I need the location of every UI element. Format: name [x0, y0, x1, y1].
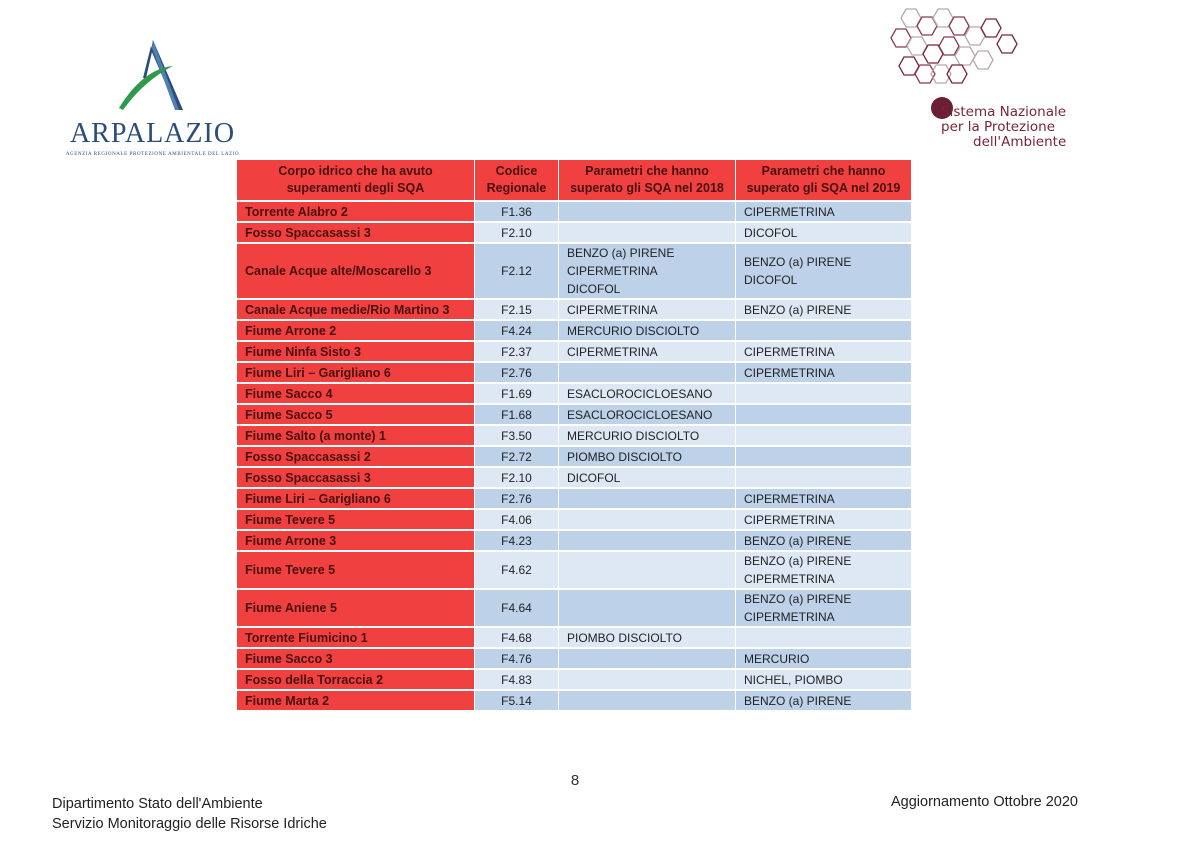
- parametro-item: CIPERMETRINA: [567, 344, 658, 359]
- header-corpo-idrico: Corpo idrico che ha avuto superamenti degli SQA: [237, 160, 475, 200]
- table-row: [237, 363, 912, 382]
- cell-codice: F2.76: [475, 489, 559, 508]
- cell-corpo-idrico: Fiume Aniene 5: [237, 590, 475, 626]
- cell-codice: F1.69: [475, 384, 559, 403]
- cell-corpo-idrico: Canale Acque alte/Moscarello 3: [237, 244, 475, 298]
- cell-codice: F2.12: [475, 244, 559, 298]
- snpa-line-3: dell'Ambiente: [973, 134, 1067, 150]
- cell-corpo-idrico: Canale Acque medie/Rio Martino 3: [237, 300, 475, 319]
- cell-corpo-idrico: Fiume Sacco 5: [237, 405, 475, 424]
- parametro-item: ESACLOROCICLOESANO: [567, 386, 713, 401]
- table-row: [237, 342, 912, 361]
- cell-parametri-2019: [736, 552, 912, 588]
- cell-parametri-2019: [736, 363, 912, 382]
- footer-line-2: Servizio Monitoraggio delle Risorse Idriche: [52, 816, 327, 832]
- cell-corpo-idrico: Fosso Spaccasassi 2: [237, 447, 475, 466]
- cell-parametri-2018: [559, 691, 736, 710]
- table-row: [237, 405, 912, 424]
- arpalazio-logo: [60, 38, 245, 163]
- cell-parametri-2018: [559, 223, 736, 242]
- parametro-item: BENZO (a) PIRENE: [744, 592, 852, 606]
- cell-codice: F1.68: [475, 405, 559, 424]
- table-row: [237, 300, 912, 319]
- parametro-item: BENZO (a) PIRENE: [744, 533, 852, 548]
- table-row: [237, 447, 912, 466]
- cell-corpo-idrico: Fiume Sacco 3: [237, 649, 475, 668]
- cell-codice: F2.76: [475, 363, 559, 382]
- cell-codice: F4.83: [475, 670, 559, 689]
- cell-corpo-idrico: Fosso della Torraccia 2: [237, 670, 475, 689]
- cell-parametri-2018: [559, 342, 736, 361]
- parametro-item: DICOFOL: [567, 282, 621, 296]
- cell-corpo-idrico: Fiume Tevere 5: [237, 552, 475, 588]
- arpa-emblem-icon: [115, 38, 190, 113]
- cell-codice: F2.10: [475, 468, 559, 487]
- cell-parametri-2018: [559, 590, 736, 626]
- footer-line-1: Dipartimento Stato dell'Ambiente: [52, 796, 263, 812]
- parametro-item: DICOFOL: [567, 470, 621, 485]
- table-row: [237, 691, 912, 710]
- cell-corpo-idrico: Fiume Salto (a monte) 1: [237, 426, 475, 445]
- cell-parametri-2018: [559, 202, 736, 221]
- hexagon-cluster-icon: [888, 5, 1028, 105]
- table-row: [237, 223, 912, 242]
- cell-corpo-idrico: Fosso Spaccasassi 3: [237, 223, 475, 242]
- parametro-item: CIPERMETRINA: [567, 302, 658, 317]
- table-row: [237, 531, 912, 550]
- cell-codice: F4.06: [475, 510, 559, 529]
- table-row: [237, 321, 912, 340]
- cell-codice: F3.50: [475, 426, 559, 445]
- table-row: [237, 244, 912, 298]
- snpa-logo: [888, 5, 1108, 155]
- table-row: [237, 489, 912, 508]
- cell-parametri-2018: [559, 384, 736, 403]
- header-parametri-2019: Parametri che hanno superato gli SQA nel 2019: [736, 160, 912, 200]
- cell-codice: F4.76: [475, 649, 559, 668]
- table-row: [237, 649, 912, 668]
- cell-corpo-idrico: Fiume Tevere 5: [237, 510, 475, 529]
- cell-codice: F2.72: [475, 447, 559, 466]
- cell-parametri-2018: [559, 531, 736, 550]
- cell-corpo-idrico: Torrente Alabro 2: [237, 202, 475, 221]
- cell-codice: F2.37: [475, 342, 559, 361]
- cell-parametri-2019: [736, 405, 912, 424]
- cell-parametri-2018: [559, 510, 736, 529]
- parametro-item: BENZO (a) PIRENE: [744, 693, 852, 708]
- header-codice-regionale: Codice Regionale: [475, 160, 559, 200]
- sqa-table: [237, 158, 912, 712]
- cell-corpo-idrico: Fosso Spaccasassi 3: [237, 468, 475, 487]
- cell-codice: F2.15: [475, 300, 559, 319]
- cell-parametri-2019: [736, 447, 912, 466]
- cell-parametri-2019: [736, 649, 912, 668]
- table-row: [237, 202, 912, 221]
- cell-parametri-2018: [559, 405, 736, 424]
- cell-parametri-2019: [736, 384, 912, 403]
- parametro-item: BENZO (a) PIRENE: [567, 246, 675, 260]
- table-row: [237, 384, 912, 403]
- parametro-item: DICOFOL: [744, 273, 798, 287]
- parametro-item: CIPERMETRINA: [744, 491, 835, 506]
- parametro-item: CIPERMETRINA: [744, 512, 835, 527]
- cell-corpo-idrico: Fiume Arrone 2: [237, 321, 475, 340]
- parametro-item: BENZO (a) PIRENE: [744, 554, 852, 568]
- cell-codice: F4.62: [475, 552, 559, 588]
- cell-corpo-idrico: Fiume Sacco 4: [237, 384, 475, 403]
- cell-parametri-2019: [736, 510, 912, 529]
- cell-parametri-2018: [559, 244, 736, 298]
- cell-parametri-2019: [736, 202, 912, 221]
- table-row: [237, 590, 912, 626]
- parametro-item: ESACLOROCICLOESANO: [567, 407, 713, 422]
- footer-department: [52, 794, 327, 834]
- cell-parametri-2019: [736, 321, 912, 340]
- arpa-subtitle: AGENZIA REGIONALE PROTEZIONE AMBIENTALE DEL LAZIO: [65, 152, 240, 157]
- page-number: 8: [570, 772, 580, 789]
- snpa-line-1: Sistema Nazionale: [941, 104, 1067, 120]
- cell-parametri-2019: [736, 468, 912, 487]
- cell-codice: F4.64: [475, 590, 559, 626]
- cell-parametri-2019: [736, 691, 912, 710]
- arpa-name: ARPALAZIO: [69, 118, 236, 149]
- cell-corpo-idrico: Fiume Arrone 3: [237, 531, 475, 550]
- parametro-item: PIOMBO DISCIOLTO: [567, 449, 682, 464]
- cell-parametri-2019: [736, 300, 912, 319]
- cell-parametri-2018: [559, 447, 736, 466]
- parametro-item: CIPERMETRINA: [744, 204, 835, 219]
- cell-corpo-idrico: Fiume Ninfa Sisto 3: [237, 342, 475, 361]
- cell-codice: F5.14: [475, 691, 559, 710]
- cell-codice: F1.36: [475, 202, 559, 221]
- cell-parametri-2018: [559, 628, 736, 647]
- cell-parametri-2019: [736, 590, 912, 626]
- cell-parametri-2019: [736, 489, 912, 508]
- table-row: [237, 552, 912, 588]
- parametro-item: MERCURIO DISCIOLTO: [567, 323, 700, 338]
- parametro-item: CIPERMETRINA: [567, 264, 658, 278]
- cell-parametri-2018: [559, 649, 736, 668]
- cell-parametri-2018: [559, 552, 736, 588]
- header-parametri-2018: Parametri che hanno superato gli SQA nel 2018: [559, 160, 736, 200]
- parametro-item: BENZO (a) PIRENE: [744, 302, 852, 317]
- cell-parametri-2018: [559, 468, 736, 487]
- footer-updated: Aggiornamento Ottobre 2020: [890, 794, 1078, 810]
- cell-codice: F4.68: [475, 628, 559, 647]
- cell-codice: F2.10: [475, 223, 559, 242]
- cell-corpo-idrico: Fiume Liri – Garigliano 6: [237, 363, 475, 382]
- cell-parametri-2019: [736, 531, 912, 550]
- cell-parametri-2018: [559, 426, 736, 445]
- cell-parametri-2018: [559, 489, 736, 508]
- cell-parametri-2019: [736, 426, 912, 445]
- parametro-item: CIPERMETRINA: [744, 344, 835, 359]
- cell-codice: F4.23: [475, 531, 559, 550]
- table-row: [237, 426, 912, 445]
- table-row: [237, 670, 912, 689]
- parametro-item: CIPERMETRINA: [744, 610, 835, 624]
- cell-parametri-2018: [559, 670, 736, 689]
- cell-parametri-2019: [736, 628, 912, 647]
- parametro-item: CIPERMETRINA: [744, 365, 835, 380]
- cell-parametri-2019: [736, 342, 912, 361]
- cell-codice: F4.24: [475, 321, 559, 340]
- cell-parametri-2018: [559, 321, 736, 340]
- cell-parametri-2018: [559, 363, 736, 382]
- parametro-item: PIOMBO DISCIOLTO: [567, 630, 682, 645]
- table-row: [237, 468, 912, 487]
- parametro-item: CIPERMETRINA: [744, 572, 835, 586]
- cell-parametri-2019: [736, 244, 912, 298]
- snpa-name: [923, 105, 1108, 150]
- cell-parametri-2018: [559, 300, 736, 319]
- table-body: [237, 202, 912, 710]
- table-row: [237, 628, 912, 647]
- table-row: [237, 510, 912, 529]
- cell-corpo-idrico: Fiume Marta 2: [237, 691, 475, 710]
- parametro-item: MERCURIO: [744, 651, 810, 666]
- parametro-item: DICOFOL: [744, 225, 798, 240]
- parametro-item: NICHEL, PIOMBO: [744, 672, 843, 687]
- cell-parametri-2019: [736, 223, 912, 242]
- snpa-line-2: per la Protezione: [941, 119, 1056, 135]
- cell-parametri-2019: [736, 670, 912, 689]
- parametro-item: BENZO (a) PIRENE: [744, 255, 852, 269]
- cell-corpo-idrico: Torrente Fiumicino 1: [237, 628, 475, 647]
- parametro-item: MERCURIO DISCIOLTO: [567, 428, 700, 443]
- table-header-row: [237, 160, 912, 200]
- cell-corpo-idrico: Fiume Liri – Garigliano 6: [237, 489, 475, 508]
